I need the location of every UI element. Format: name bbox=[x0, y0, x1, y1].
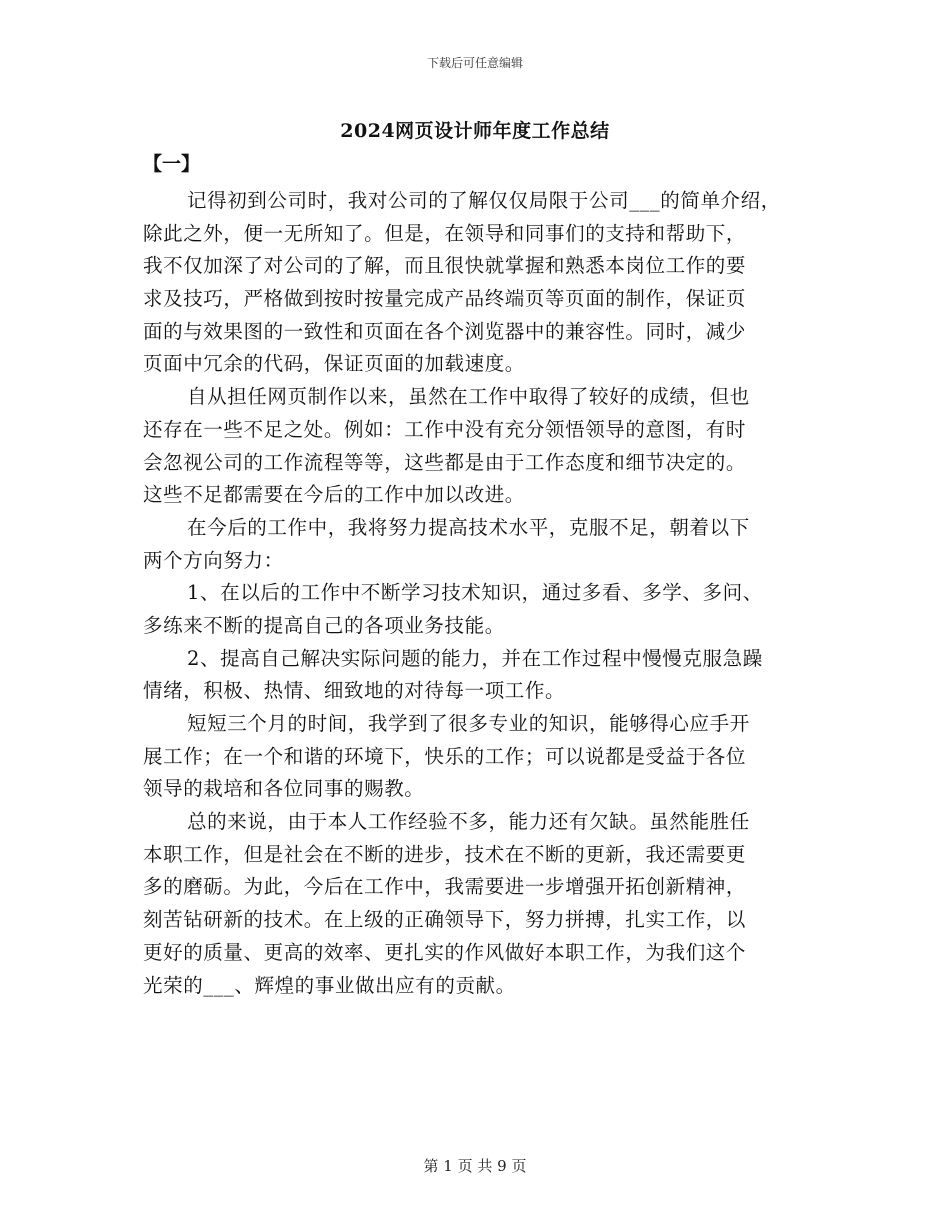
text-line: 多练来不断的提高自己的各项业务技能。 bbox=[143, 613, 505, 637]
text-line: 领导的栽培和各位同事的赐教。 bbox=[143, 777, 425, 801]
text-line: 求及技巧，严格做到按时按量完成产品终端页等页面的制作，保证页 bbox=[143, 287, 747, 311]
header-note: 下载后可任意编辑 bbox=[426, 56, 523, 70]
document-title: 2024网页设计师年度工作总结 bbox=[340, 120, 610, 142]
text-line: 面的与效果图的一致性和页面在各个浏览器中的兼容性。同时，减少 bbox=[143, 319, 747, 343]
text-line: 在今后的工作中，我将努力提高技术水平，克服不足，朝着以下 bbox=[187, 515, 750, 539]
text-line: 多的磨砺。为此，今后在工作中，我需要进一步增强开拓创新精神， bbox=[143, 875, 747, 899]
text-line: 自从担任网页制作以来，虽然在工作中取得了较好的成绩，但也 bbox=[187, 385, 750, 409]
text-line: 更好的质量、更高的效率、更扎实的作风做好本职工作，为我们这个 bbox=[143, 940, 747, 964]
text-line: 除此之外，便一无所知了。但是，在领导和同事们的支持和帮助下， bbox=[143, 221, 747, 245]
text-line: 这些不足都需要在今后的工作中加以改进。 bbox=[143, 483, 525, 507]
section-label: 【一】 bbox=[143, 153, 201, 175]
text-line: 页面中冗余的代码，保证页面的加载速度。 bbox=[143, 352, 525, 376]
text-line: 两个方向努力： bbox=[143, 548, 284, 572]
text-line: 我不仅加深了对公司的了解，而且很快就掌握和熟悉本岗位工作的要 bbox=[143, 254, 747, 278]
text-line: 记得初到公司时，我对公司的了解仅仅局限于公司___的简单介绍， bbox=[187, 189, 781, 212]
text-line: 1、在以后的工作中不断学习技术知识，通过多看、多学、多问、 bbox=[187, 581, 763, 605]
text-line: 总的来说，由于本人工作经验不多，能力还有欠缺。虽然能胜任 bbox=[187, 810, 750, 834]
body-text bbox=[143, 185, 815, 1002]
page-number: 第 1 页 共 9 页 bbox=[423, 1157, 527, 1175]
text-line: 短短三个月的时间，我学到了很多专业的知识，能够得心应手开 bbox=[187, 712, 750, 735]
text-line: 2、提高自己解决实际问题的能力，并在工作过程中慢慢克服急躁 bbox=[187, 646, 763, 670]
text-line: 刻苦钻研新的技术。在上级的正确领导下，努力拼搏，扎实工作，以 bbox=[143, 908, 747, 932]
text-line: 展工作；在一个和谐的环境下，快乐的工作；可以说都是受益于各位 bbox=[143, 744, 747, 768]
text-line: 情绪，积极、热情、细致地的对待每一项工作。 bbox=[143, 679, 566, 703]
text-line: 光荣的___、辉煌的事业做出应有的贡献。 bbox=[143, 973, 516, 997]
text-line: 会忽视公司的工作流程等等，这些都是由于工作态度和细节决定的。 bbox=[143, 450, 747, 474]
text-line: 本职工作，但是社会在不断的进步，技术在不断的更新，我还需要更 bbox=[143, 842, 747, 866]
text-line: 还存在一些不足之处。例如：工作中没有充分领悟领导的意图，有时 bbox=[143, 417, 747, 441]
